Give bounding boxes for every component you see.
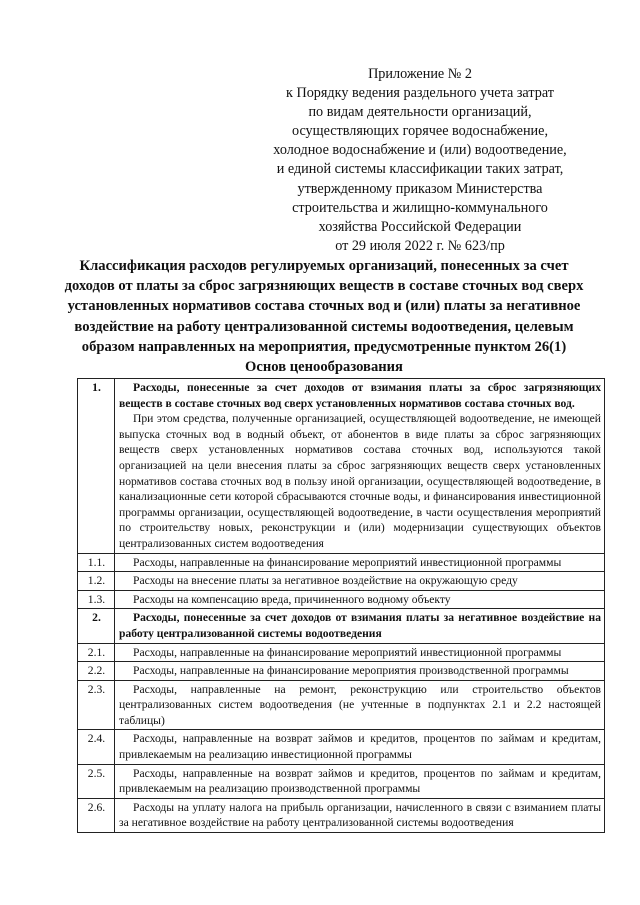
title-line: установленных нормативов состава сточных вод и (или) платы за негативное xyxy=(67,298,581,315)
table-row xyxy=(78,553,605,572)
row-number: 2. xyxy=(78,609,115,643)
row-text: Расходы, направленные на возврат займов и кредитов, процентов по займам и кредитам, привлекаемым на реализацию производственной программы xyxy=(115,764,605,798)
row-text: Расходы, направленные на финансирование мероприятий инвестиционной программы xyxy=(115,553,605,572)
appendix-line: холодное водоснабжение и (или) водоотведение, xyxy=(273,142,567,159)
table-row xyxy=(78,680,605,730)
section-heading: Расходы, понесенные за счет доходов от взимания платы за сброс загрязняющих веществ в составе сточных вод сверх установленных нормативов состава сточных вод. xyxy=(119,381,601,410)
table-row-section-1 xyxy=(78,379,605,554)
table-row xyxy=(78,572,605,591)
row-text: Расходы на уплату налога на прибыль организации, начисленного в связи с взиманием платы за негативное воздействие на работу централизованной системы водоотведения xyxy=(115,798,605,832)
title-line: Основ ценообразования xyxy=(245,359,403,376)
row-text: Расходы, направленные на возврат займов и кредитов, процентов по займам и кредитам, привлекаемым на реализацию инвестиционной программы xyxy=(115,730,605,764)
table-row xyxy=(78,798,605,832)
row-text: Расходы, направленные на финансирование мероприятий инвестиционной программы xyxy=(115,643,605,662)
row-text: Расходы на внесение платы за негативное воздействие на окружающую среду xyxy=(115,572,605,591)
row-number: 1.2. xyxy=(78,572,115,591)
appendix-line: осуществляющих горячее водоснабжение, xyxy=(292,123,548,140)
title-line: доходов от платы за сброс загрязняющих веществ в составе сточных вод сверх xyxy=(64,278,584,295)
appendix-line: по видам деятельности организаций, xyxy=(308,104,532,121)
row-number: 2.3. xyxy=(78,680,115,730)
appendix-line: от 29 июля 2022 г. № 623/пр xyxy=(335,237,505,254)
section-note: При этом средства, полученные организацией, осуществляющей водоотведение, не имеющей выпуска сточных вод в водный объект, от абонентов в виде платы за сброс загрязняющих веществ сверх установленных нормативов состава сточных вод, используются такой организацией на цели внесения платы за сброс загрязняющих веществ сверх установленных нормативов состава сточных вод в пользу иной организации, осуществляющей водоотведение, в канализационные сети которой сбрасываются сточные воды, и финансирования инвестиционной программы организации, осуществляющей водоотведение, в части осуществления мероприятий по строительству новых, реконструкции и (или) модернизации существующих объектов централизованных систем водоотведения xyxy=(119,412,601,550)
title-line: воздействие на работу централизованной системы водоотведения, целевым xyxy=(74,318,574,335)
row-number: 2.1. xyxy=(78,643,115,662)
appendix-line: хозяйства Российской Федерации xyxy=(318,218,522,235)
row-number: 2.4. xyxy=(78,730,115,764)
row-number: 1.3. xyxy=(78,590,115,609)
appendix-header xyxy=(262,65,578,256)
row-number: 2.5. xyxy=(78,764,115,798)
row-number: 1.1. xyxy=(78,553,115,572)
row-number: 1. xyxy=(78,379,115,554)
section-heading: Расходы, понесенные за счет доходов от взимания платы за негативное воздействие на работу централизованной системы водоотведения xyxy=(115,609,605,643)
table-row xyxy=(78,662,605,681)
row-text: Расходы на компенсацию вреда, причиненного водному объекту xyxy=(115,590,605,609)
row-number: 2.2. xyxy=(78,662,115,681)
row-text: Расходы, направленные на ремонт, реконструкцию или строительство объектов централизованных систем водоотведения (не учтенные в подпунктах 2.1 и 2.2 настоящей таблицы) xyxy=(115,680,605,730)
table-row xyxy=(78,590,605,609)
row-text xyxy=(115,379,605,554)
classification-table xyxy=(77,378,605,833)
document-title xyxy=(56,256,592,377)
appendix-line: строительства и жилищно-коммунального xyxy=(292,199,548,216)
table-row-section-2 xyxy=(78,609,605,643)
row-text: Расходы, направленные на финансирование мероприятия производственной программы xyxy=(115,662,605,681)
appendix-line: Приложение № 2 xyxy=(368,66,472,82)
title-line: образом направленных на мероприятия, предусмотренные пунктом 26(1) xyxy=(81,338,567,355)
title-line: Классификация расходов регулируемых организаций, понесенных за счет xyxy=(79,258,569,274)
row-number: 2.6. xyxy=(78,798,115,832)
table-row xyxy=(78,730,605,764)
appendix-line: утвержденному приказом Министерства xyxy=(297,180,543,197)
appendix-line: и единой системы классификации таких затрат, xyxy=(276,161,564,178)
appendix-line: к Порядку ведения раздельного учета затрат xyxy=(286,85,554,102)
table-row xyxy=(78,643,605,662)
table-row xyxy=(78,764,605,798)
